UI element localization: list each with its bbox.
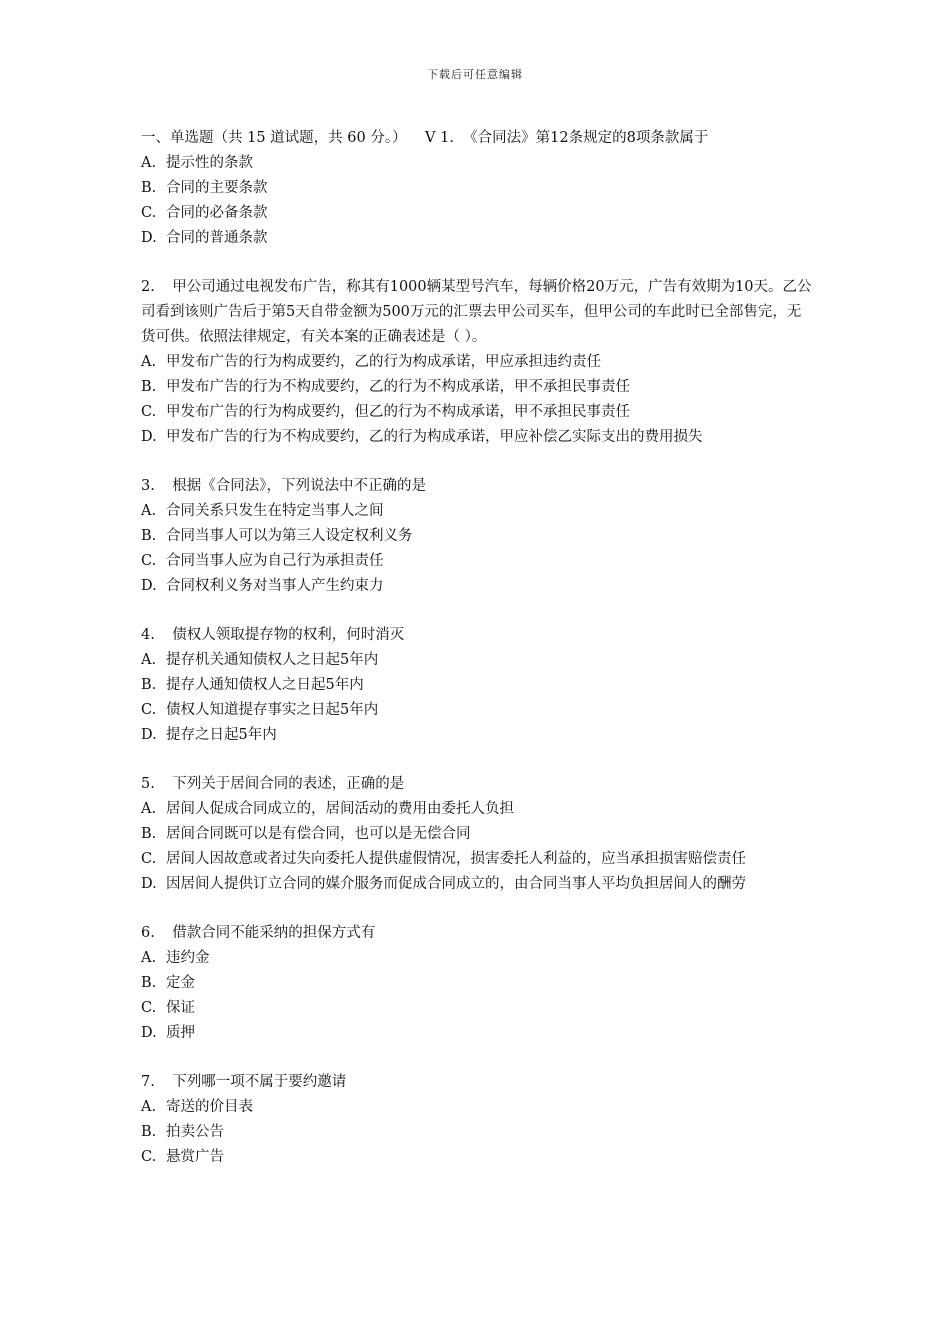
option-letter: C. [141, 205, 157, 221]
question-1-stem: 《合同法》第12条规定的8项条款属于 [463, 130, 709, 146]
option-5-a [141, 797, 813, 822]
option-text: 因居间人提供订立合同的媒介服务而促成合同成立的，由合同当事人平均负担居间人的酬劳 [166, 876, 746, 892]
section-intro: 一、单选题（共 15 道试题，共 60 分。） [141, 130, 407, 146]
option-letter: C. [141, 1149, 157, 1165]
question-stem [141, 275, 813, 350]
section-intro-line [141, 126, 813, 151]
option-letter: B. [141, 826, 157, 842]
option-text: 甲发布广告的行为不构成要约，乙的行为不构成承诺，甲不承担民事责任 [166, 379, 630, 395]
option-letter: A. [141, 155, 157, 171]
option-text: 违约金 [166, 950, 210, 966]
option-letter: C. [141, 1000, 157, 1016]
question-5 [141, 772, 813, 897]
option-letter: A. [141, 503, 157, 519]
option-text: 合同的必备条款 [166, 205, 268, 221]
question-number: 6. [141, 925, 155, 941]
option-text: 甲发布广告的行为构成要约，但乙的行为不构成承诺，甲不承担民事责任 [166, 404, 630, 420]
question-number: 7. [141, 1074, 155, 1090]
question-3 [141, 474, 813, 599]
question-number: 4. [141, 627, 155, 643]
option-text: 提存之日起5年内 [166, 727, 277, 743]
option-letter: D. [141, 876, 157, 892]
option-5-d [141, 872, 813, 897]
question-stem [141, 623, 813, 648]
option-7-a [141, 1095, 813, 1120]
option-4-d [141, 723, 813, 748]
option-letter: A. [141, 1099, 157, 1115]
option-text: 合同的普通条款 [166, 230, 268, 246]
option-2-a [141, 350, 813, 375]
option-text: 悬赏广告 [166, 1149, 224, 1165]
question-stem [141, 921, 813, 946]
question-number: 5. [141, 776, 155, 792]
option-letter: A. [141, 801, 157, 817]
question-stem [141, 1070, 813, 1095]
question-1 [141, 126, 813, 251]
option-4-a [141, 648, 813, 673]
question-number: 3. [141, 478, 155, 494]
option-text: 合同权利义务对当事人产生约束力 [166, 578, 384, 594]
question-4 [141, 623, 813, 748]
option-text: 合同关系只发生在特定当事人之间 [166, 503, 384, 519]
option-letter: B. [141, 180, 157, 196]
option-text: 合同当事人应为自己行为承担责任 [166, 553, 384, 569]
option-3-a [141, 499, 813, 524]
option-letter: B. [141, 975, 157, 991]
option-letter: C. [141, 553, 157, 569]
option-letter: D. [141, 1025, 157, 1041]
option-letter: B. [141, 528, 157, 544]
option-text: 提存人通知债权人之日起5年内 [166, 677, 364, 693]
option-4-c [141, 698, 813, 723]
option-letter: D. [141, 578, 157, 594]
option-text: 居间人因故意或者过失向委托人提供虚假情况，损害委托人利益的，应当承担损害赔偿责任 [166, 851, 746, 867]
option-7-b [141, 1120, 813, 1145]
option-text: 合同当事人可以为第三人设定权利义务 [166, 528, 413, 544]
question-text: 下列哪一项不属于要约邀请 [172, 1074, 347, 1090]
option-letter: B. [141, 677, 157, 693]
option-1-c [141, 201, 813, 226]
option-text: 保证 [166, 1000, 195, 1016]
option-text: 甲发布广告的行为不构成要约，乙的行为构成承诺，甲应补偿乙实际支出的费用损失 [166, 429, 703, 445]
question-stem [141, 772, 813, 797]
option-text: 提示性的条款 [166, 155, 253, 171]
question-2 [141, 275, 813, 450]
option-letter: B. [141, 379, 157, 395]
document-body [141, 126, 813, 1194]
question-text: 根据《合同法》，下列说法中不正确的是 [172, 478, 426, 494]
option-letter: B. [141, 1124, 157, 1140]
question-7 [141, 1070, 813, 1170]
option-3-b [141, 524, 813, 549]
option-letter: D. [141, 230, 157, 246]
option-letter: A. [141, 950, 157, 966]
option-letter: D. [141, 727, 157, 743]
option-3-d [141, 574, 813, 599]
option-text: 质押 [166, 1025, 195, 1041]
option-2-c [141, 400, 813, 425]
option-1-a [141, 151, 813, 176]
option-4-b [141, 673, 813, 698]
option-letter: A. [141, 354, 157, 370]
question-1-marker: V 1. [425, 130, 454, 146]
question-text: 甲公司通过电视发布广告，称其有1000辆某型号汽车，每辆价格20万元，广告有效期为10天。乙公司看到该则广告后于第5天自带金额为500万元的汇票去甲公司买车，但甲公司的车此时已全部售完，无货可供。依照法律规定，有关本案的正确表述是（ ）。 [141, 279, 812, 345]
option-2-d [141, 425, 813, 450]
option-letter: C. [141, 702, 157, 718]
option-text: 合同的主要条款 [166, 180, 268, 196]
option-2-b [141, 375, 813, 400]
question-text: 下列关于居间合同的表述，正确的是 [172, 776, 405, 792]
option-text: 债权人知道提存事实之日起5年内 [166, 702, 379, 718]
option-7-c [141, 1145, 813, 1170]
option-letter: A. [141, 652, 157, 668]
option-1-b [141, 176, 813, 201]
question-number: 2. [141, 279, 155, 295]
option-letter: C. [141, 404, 157, 420]
option-text: 提存机关通知债权人之日起5年内 [166, 652, 379, 668]
question-stem [141, 474, 813, 499]
option-3-c [141, 549, 813, 574]
question-text: 债权人领取提存物的权利，何时消灭 [172, 627, 405, 643]
option-6-d [141, 1021, 813, 1046]
option-5-c [141, 847, 813, 872]
option-letter: C. [141, 851, 157, 867]
option-text: 定金 [166, 975, 195, 991]
question-6 [141, 921, 813, 1046]
option-6-a [141, 946, 813, 971]
option-text: 居间人促成合同成立的，居间活动的费用由委托人负担 [166, 801, 514, 817]
option-5-b [141, 822, 813, 847]
option-letter: D. [141, 429, 157, 445]
option-text: 寄送的价目表 [166, 1099, 253, 1115]
option-6-c [141, 996, 813, 1021]
option-text: 拍卖公告 [166, 1124, 224, 1140]
option-text: 居间合同既可以是有偿合同，也可以是无偿合同 [166, 826, 471, 842]
option-1-d [141, 226, 813, 251]
option-text: 甲发布广告的行为构成要约，乙的行为构成承诺，甲应承担违约责任 [166, 354, 601, 370]
page-header-note: 下载后可任意编辑 [427, 68, 523, 81]
question-text: 借款合同不能采纳的担保方式有 [172, 925, 376, 941]
option-6-b [141, 971, 813, 996]
